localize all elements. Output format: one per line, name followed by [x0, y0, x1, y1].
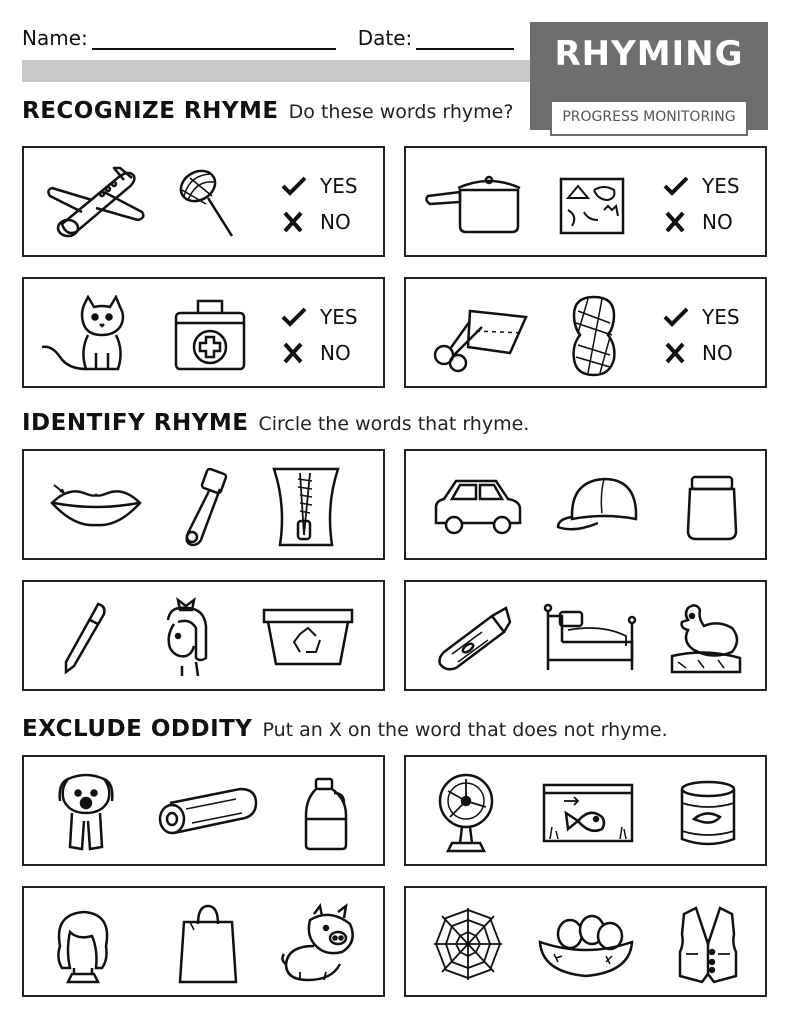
check-icon	[662, 174, 692, 198]
question-card-1	[22, 146, 385, 257]
section-title: EXCLUDE ODDITY	[22, 716, 253, 742]
section-instruction: Circle the words that rhyme.	[258, 413, 530, 435]
girl-with-bow-icon[interactable]	[156, 596, 216, 680]
pot-icon[interactable]	[424, 174, 524, 234]
wig-icon[interactable]	[48, 906, 118, 984]
safety-pin-icon[interactable]	[174, 467, 234, 547]
bed-icon[interactable]	[542, 602, 638, 674]
check-icon	[280, 305, 310, 329]
yes-label: YES	[702, 174, 740, 198]
no-label: NO	[702, 210, 733, 234]
yes-option[interactable]	[662, 299, 740, 335]
section-instruction: Put an X on the word that does not rhyme.	[262, 719, 668, 741]
question-card-5	[22, 449, 385, 560]
spider-web-icon[interactable]	[430, 904, 506, 984]
no-option[interactable]	[280, 204, 358, 240]
section-instruction: Do these words rhyme?	[288, 101, 514, 123]
section-title: IDENTIFY RHYME	[22, 410, 249, 436]
worksheet-title: RHYMING	[554, 34, 744, 74]
recycle-bin-icon[interactable]	[260, 606, 356, 668]
no-option[interactable]	[662, 335, 740, 371]
scissors-icon[interactable]	[430, 301, 530, 373]
question-card-6	[404, 449, 767, 560]
question-card-11	[22, 886, 385, 997]
question-card-2	[404, 146, 767, 257]
pig-icon[interactable]	[280, 902, 358, 986]
lips-icon[interactable]	[48, 481, 144, 531]
question-card-3	[22, 277, 385, 388]
x-icon	[280, 210, 310, 234]
name-field[interactable]	[92, 30, 336, 50]
car-icon[interactable]	[430, 473, 526, 537]
x-icon	[662, 210, 692, 234]
map-icon[interactable]	[558, 176, 626, 236]
worksheet-subtitle: PROGRESS MONITORING	[550, 100, 748, 136]
crayon-icon[interactable]	[432, 602, 514, 672]
question-card-12	[404, 886, 767, 997]
section-identify-heading	[22, 410, 529, 436]
can-icon[interactable]	[676, 779, 740, 849]
yes-label: YES	[702, 305, 740, 329]
jug-icon[interactable]	[302, 775, 350, 851]
no-option[interactable]	[280, 335, 358, 371]
no-option[interactable]	[662, 204, 740, 240]
date-field[interactable]	[416, 30, 514, 50]
yes-no-answers	[662, 168, 740, 240]
nest-icon[interactable]	[536, 910, 636, 980]
question-card-10	[404, 755, 767, 866]
log-icon[interactable]	[156, 783, 260, 839]
yes-no-answers	[280, 299, 358, 371]
yes-option[interactable]	[662, 168, 740, 204]
question-card-9	[22, 755, 385, 866]
check-icon	[662, 305, 692, 329]
vest-icon[interactable]	[676, 904, 740, 984]
title-box	[530, 22, 768, 130]
question-card-4	[404, 277, 767, 388]
dog-icon[interactable]	[54, 771, 118, 855]
x-icon	[280, 341, 310, 365]
cap-icon[interactable]	[554, 475, 640, 537]
yes-option[interactable]	[280, 299, 358, 335]
bag-icon[interactable]	[176, 902, 240, 986]
check-icon	[280, 174, 310, 198]
fish-tank-icon[interactable]	[540, 781, 636, 845]
yes-option[interactable]	[280, 168, 358, 204]
cat-icon[interactable]	[38, 295, 138, 375]
section-exclude-heading	[22, 716, 668, 742]
section-title: RECOGNIZE RHYME	[22, 98, 279, 124]
jar-icon[interactable]	[684, 473, 740, 541]
pen-icon[interactable]	[60, 600, 110, 676]
peanut-icon[interactable]	[566, 293, 622, 377]
hen-icon[interactable]	[668, 600, 744, 676]
fan-icon[interactable]	[436, 771, 496, 855]
date-label: Date:	[357, 26, 413, 50]
no-label: NO	[320, 341, 351, 365]
net-icon[interactable]	[174, 164, 238, 240]
yes-label: YES	[320, 305, 358, 329]
first-aid-kit-icon[interactable]	[172, 297, 248, 373]
name-date-row	[22, 26, 514, 50]
header-bar	[22, 60, 542, 82]
airplane-icon[interactable]	[42, 166, 152, 240]
x-icon	[662, 341, 692, 365]
zipper-icon[interactable]	[270, 465, 342, 549]
question-card-8	[404, 580, 767, 691]
yes-no-answers	[280, 168, 358, 240]
no-label: NO	[320, 210, 351, 234]
name-label: Name:	[22, 26, 88, 50]
question-card-7	[22, 580, 385, 691]
section-recognize-heading	[22, 98, 513, 124]
no-label: NO	[702, 341, 733, 365]
yes-no-answers	[662, 299, 740, 371]
yes-label: YES	[320, 174, 358, 198]
